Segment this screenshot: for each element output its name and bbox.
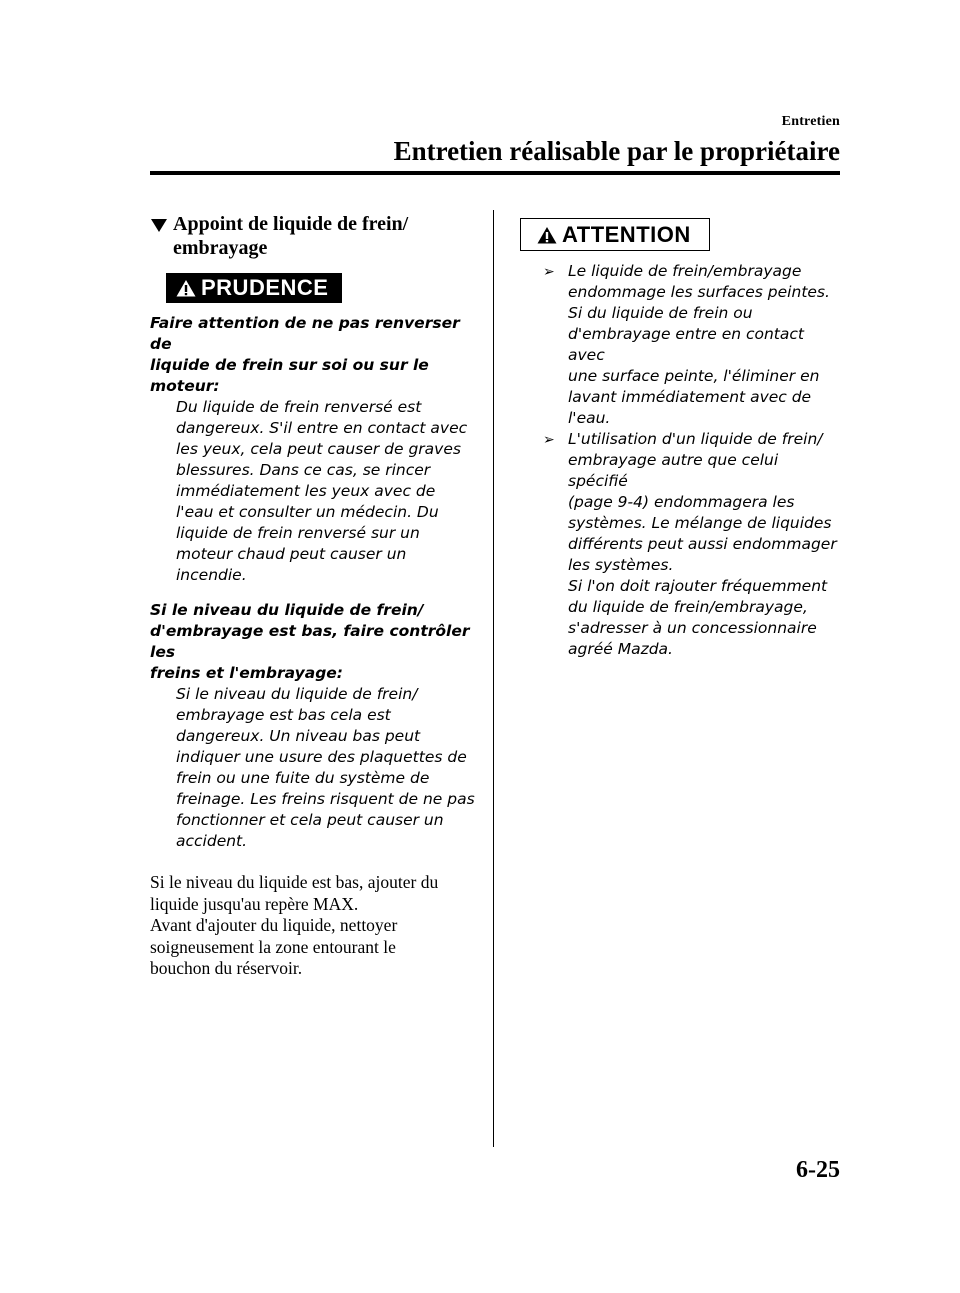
caution-2-title: Si le niveau du liquide de frein/ d'embrayage est bas, faire contrôler les freins et l'embrayage: (150, 601, 470, 682)
body-paragraph: Si le niveau du liquide est bas, ajouter du liquide jusqu'au repère MAX. Avant d'ajouter du liquide, nettoyer soigneusement la zone entourant le bouchon du réservoir. (150, 872, 439, 978)
caution-2-body: Si le niveau du liquide de frein/ embrayage est bas cela est dangereux. Un niveau bas peut indiquer une usure des plaquettes de frein ou une fuite du système de freinage. Les freins risquent de ne pas fonctionner et cela peut causer un accident. (176, 685, 475, 850)
attention-badge (520, 218, 710, 251)
caution-1-title: Faire attention de ne pas renverser de liquide de frein sur soi ou sur le moteur: (150, 314, 460, 395)
caution-block-2 (150, 600, 480, 852)
arrow-bullet-icon: ➢ (543, 432, 555, 448)
chapter-title: Entretien réalisable par le propriétaire (393, 136, 840, 166)
attention-label: ATTENTION (562, 221, 691, 247)
arrow-bullet-icon: ➢ (543, 264, 555, 280)
section-heading (150, 212, 480, 260)
heading-line-2: embrayage (173, 237, 268, 259)
column-divider (493, 210, 494, 1147)
caution-label: PRUDENCE (201, 275, 329, 300)
triangle-down-icon (151, 219, 167, 232)
header-rule (150, 171, 840, 175)
attention-list (510, 261, 842, 660)
page-number: 6-25 (796, 1157, 840, 1183)
caution-badge (166, 273, 342, 303)
right-column (510, 212, 842, 660)
caution-1-body: Du liquide de frein renversé est dangereux. S'il entre en contact avec les yeux, cela peut causer de graves blessures. Dans ce cas, se rincer immédiatement les yeux avec de l'eau et consulter un médecin. Du liquide de frein renversé sur un moteur chaud peut causer un incendie. (176, 398, 468, 584)
list-item: ➢ Le liquide de frein/embrayage endommage les surfaces peintes. Si du liquide de frein ou d'embrayage entre en contact avec une surface peinte, l'éliminer en lavant immédiatement avec de l'eau. (543, 262, 830, 427)
section-label: Entretien (781, 114, 840, 129)
warning-triangle-icon (176, 279, 196, 297)
warning-triangle-icon (537, 226, 557, 244)
heading-line-1: Appoint de liquide de frein/ (173, 213, 409, 235)
left-column (150, 212, 480, 980)
list-item: ➢ L'utilisation d'un liquide de frein/ embrayage autre que celui spécifié (page 9-4) endommagera les systèmes. Le mélange de liquides différents peut aussi endommager les systèmes. Si l'on doit rajouter fréquemment du liquide de frein/embrayage, s'adresser à un concessionnaire agréé Mazda. (543, 430, 837, 658)
caution-block-1 (150, 313, 480, 586)
